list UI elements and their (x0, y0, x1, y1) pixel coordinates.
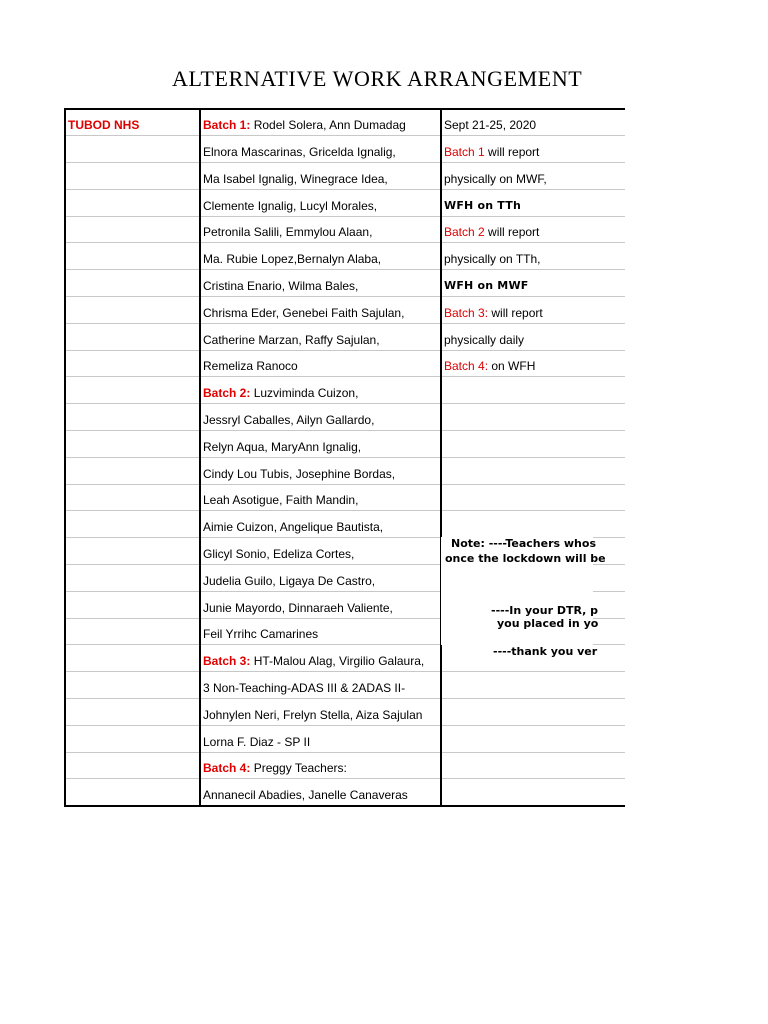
personnel-names: Annanecil Abadies, Janelle Canaveras (203, 787, 408, 802)
schedule-cell (441, 457, 625, 484)
personnel-names: Catherine Marzan, Raffy Sajulan, (203, 332, 380, 347)
personnel-cell (200, 699, 441, 726)
schedule-text: physically on TTh, (444, 252, 541, 267)
page-title: ALTERNATIVE WORK ARRANGEMENT (172, 66, 583, 91)
personnel-names: Ma Isabel Ignalig, Winegrace Idea, (203, 171, 388, 186)
school-cell (65, 189, 200, 216)
note-line-3: ----In your DTR, p (491, 604, 599, 617)
table-row (65, 779, 625, 806)
personnel-names: Ma. Rubie Lopez,Bernalyn Alaba, (203, 252, 382, 267)
personnel-cell (200, 350, 441, 377)
school-cell (65, 699, 200, 726)
personnel-names: HT-Malou Alag, Virgilio Galaura, (253, 654, 425, 669)
personnel-names: Leah Asotigue, Faith Mandin, (203, 493, 359, 508)
table-row (65, 404, 625, 431)
schedule-batch-label: Batch 1 (444, 145, 485, 160)
personnel-cell (200, 404, 441, 431)
table-row (65, 484, 625, 511)
personnel-names: Cristina Enario, Wilma Bales, (203, 279, 359, 294)
schedule-batch-label: Batch 2 (444, 225, 485, 240)
schedule-cell (441, 109, 625, 136)
note-line-4: you placed in yo (497, 617, 599, 630)
table-row (65, 431, 625, 458)
table-row (65, 270, 625, 297)
personnel-cell (200, 457, 441, 484)
schedule-text: will report (484, 145, 540, 160)
school-cell (65, 323, 200, 350)
school-cell (65, 752, 200, 779)
note-line-5: ----thank you ver (493, 645, 598, 658)
schedule-text: will report (488, 305, 543, 320)
personnel-cell (200, 752, 441, 779)
personnel-names: 3 Non-Teaching-ADAS III & 2ADAS II- (203, 681, 406, 696)
table-row (65, 752, 625, 779)
schedule-cell (441, 699, 625, 726)
schedule-cell (441, 779, 625, 806)
table-row (65, 511, 625, 538)
personnel-names: Johnylen Neri, Frelyn Stella, Aiza Sajulan (203, 707, 423, 722)
personnel-names: Jessryl Caballes, Ailyn Gallardo, (203, 413, 375, 428)
personnel-names: Relyn Aqua, MaryAnn Ignalig, (203, 439, 362, 454)
schedule-text: on WFH (488, 359, 536, 374)
schedule-batch-label: Batch 3: (444, 305, 489, 320)
schedule-text: physically daily (444, 332, 525, 347)
batch-label: Batch 4: (203, 761, 254, 776)
schedule-cell (441, 725, 625, 752)
personnel-names: Chrisma Eder, Genebei Faith Sajulan, (203, 305, 405, 320)
schedule-cell (441, 270, 625, 297)
personnel-names: Feil Yrrihc Camarines (203, 627, 319, 642)
schedule-cell (441, 672, 625, 699)
schedule-text: physically on MWF, (444, 171, 547, 186)
schedule-cell (441, 752, 625, 779)
school-cell (65, 645, 200, 672)
school-cell (65, 350, 200, 377)
personnel-cell (200, 538, 441, 565)
personnel-cell (200, 511, 441, 538)
schedule-cell (441, 189, 625, 216)
school-cell (65, 109, 200, 136)
personnel-cell (200, 136, 441, 163)
schedule-cell (441, 163, 625, 190)
table-row (65, 699, 625, 726)
table-row (65, 725, 625, 752)
school-cell (65, 431, 200, 458)
table-row (65, 243, 625, 270)
personnel-cell (200, 109, 441, 136)
school-cell (65, 672, 200, 699)
personnel-names: Cindy Lou Tubis, Josephine Bordas, (203, 466, 396, 481)
schedule-text: WFH on MWF (444, 279, 529, 293)
personnel-names: Remeliza Ranoco (203, 359, 298, 374)
personnel-cell (200, 565, 441, 592)
personnel-cell (200, 484, 441, 511)
batch-label: Batch 3: (203, 654, 254, 669)
school-cell (65, 216, 200, 243)
school-cell (65, 163, 200, 190)
personnel-cell (200, 645, 441, 672)
personnel-cell (200, 618, 441, 645)
schedule-cell (441, 216, 625, 243)
school-cell (65, 511, 200, 538)
personnel-cell (200, 216, 441, 243)
schedule-cell (441, 136, 625, 163)
personnel-cell (200, 323, 441, 350)
schedule-cell (441, 297, 625, 324)
note-line-1: Note: ----Teachers whos (451, 537, 596, 550)
personnel-cell (200, 297, 441, 324)
schedule-text: will report (484, 225, 540, 240)
personnel-cell (200, 725, 441, 752)
table-row (65, 377, 625, 404)
batch-label: Batch 1: (203, 118, 254, 133)
table-row (65, 350, 625, 377)
personnel-names: Aimie Cuizon, Angelique Bautista, (203, 520, 384, 535)
table-row (65, 323, 625, 350)
schedule-text: WFH on TTh (444, 198, 521, 212)
table-row (65, 109, 625, 136)
school-cell (65, 484, 200, 511)
personnel-names: Glicyl Sonio, Edeliza Cortes, (203, 547, 355, 562)
note-box (440, 537, 606, 658)
table-row (65, 163, 625, 190)
batch-label: Batch 2: (203, 386, 254, 401)
schedule-cell (441, 350, 625, 377)
personnel-cell (200, 270, 441, 297)
school-cell (65, 377, 200, 404)
personnel-cell (200, 779, 441, 806)
table-row (65, 457, 625, 484)
personnel-names: Judelia Guilo, Ligaya De Castro, (203, 573, 376, 588)
personnel-cell (200, 431, 441, 458)
personnel-names: Lorna F. Diaz - SP II (203, 734, 311, 749)
schedule-text: Sept 21-25, 2020 (444, 118, 537, 133)
school-cell (65, 779, 200, 806)
schedule-cell (441, 404, 625, 431)
school-name: TUBOD NHS (68, 118, 140, 133)
schedule-cell (441, 243, 625, 270)
table-row (65, 297, 625, 324)
personnel-cell (200, 163, 441, 190)
school-cell (65, 136, 200, 163)
personnel-cell (200, 189, 441, 216)
personnel-cell (200, 672, 441, 699)
personnel-names: Clemente Ignalig, Lucyl Morales, (203, 198, 378, 213)
table-row (65, 672, 625, 699)
personnel-names: Preggy Teachers: (253, 761, 347, 776)
personnel-names: Luzviminda Cuizon, (253, 386, 359, 401)
table-row (65, 216, 625, 243)
personnel-cell (200, 243, 441, 270)
personnel-names: Elnora Mascarinas, Gricelda Ignalig, (203, 145, 396, 160)
personnel-names: Petronila Salili, Emmylou Alaan, (203, 225, 373, 240)
school-cell (65, 565, 200, 592)
personnel-cell (200, 377, 441, 404)
schedule-cell (441, 377, 625, 404)
school-cell (65, 591, 200, 618)
school-cell (65, 297, 200, 324)
table-row (65, 136, 625, 163)
schedule-table (64, 108, 625, 807)
personnel-cell (200, 591, 441, 618)
schedule-cell (441, 431, 625, 458)
personnel-names: Rodel Solera, Ann Dumadag (253, 118, 406, 133)
school-cell (65, 270, 200, 297)
school-cell (65, 243, 200, 270)
school-cell (65, 457, 200, 484)
schedule-batch-label: Batch 4: (444, 359, 489, 374)
school-cell (65, 618, 200, 645)
note-line-2: once the lockdown will be (445, 552, 606, 565)
spreadsheet-table (64, 108, 592, 808)
school-cell (65, 538, 200, 565)
school-cell (65, 404, 200, 431)
schedule-cell (441, 484, 625, 511)
table-row (65, 189, 625, 216)
schedule-cell (441, 511, 625, 538)
personnel-names: Junie Mayordo, Dinnaraeh Valiente, (203, 600, 393, 615)
schedule-cell (441, 323, 625, 350)
school-cell (65, 725, 200, 752)
